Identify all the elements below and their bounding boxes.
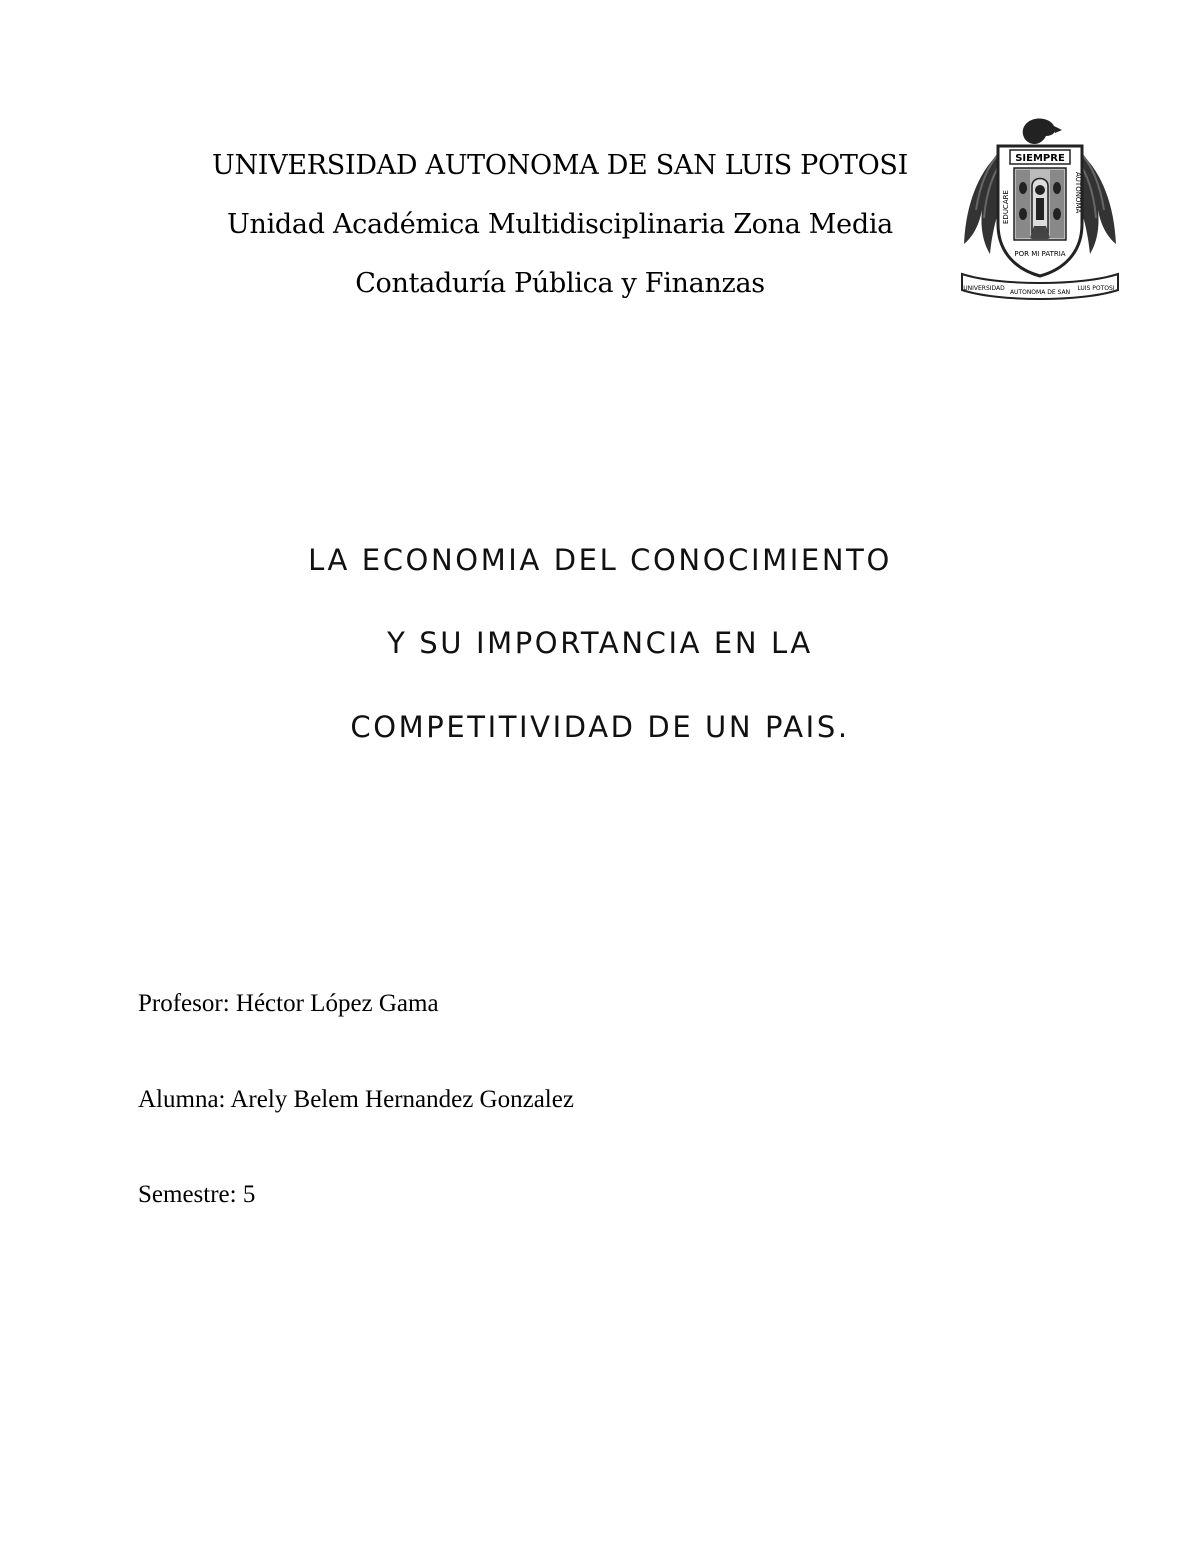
crest-banner-text: SIEMPRE [1015,153,1065,164]
document-title-line-2: Y SU IMPORTANCIA EN LA [387,626,813,660]
academic-unit: Unidad Académica Multidisciplinaria Zona Media [227,209,893,240]
crest-left-text: EDUCARE [1002,190,1010,224]
document-title-line-3: COMPETITIVIDAD DE UN PAIS. [350,710,850,744]
crest-ribbon-center: AUTONOMA DE SAN [1009,289,1071,296]
university-name: UNIVERSIDAD AUTONOMA DE SAN LUIS POTOSI [211,150,908,181]
document-title-line-1: LA ECONOMIA DEL CONOCIMIENTO [308,543,892,577]
crest-ribbon-right: LUIS POTOSI [1077,285,1115,292]
crest-bottom-text: POR MI PATRIA [1014,250,1066,258]
university-crest-logo [958,114,1122,302]
crest-right-text: AUTONOMA [1074,172,1082,214]
program-name: Contaduría Pública y Finanzas [355,268,765,299]
student-line: Alumna: Arely Belem Hernandez Gonzalez [138,1086,574,1113]
semester-line: Semestre: 5 [138,1181,256,1208]
professor-line: Profesor: Héctor López Gama [138,990,439,1017]
crest-ribbon-left: UNIVERSIDAD [963,285,1005,292]
